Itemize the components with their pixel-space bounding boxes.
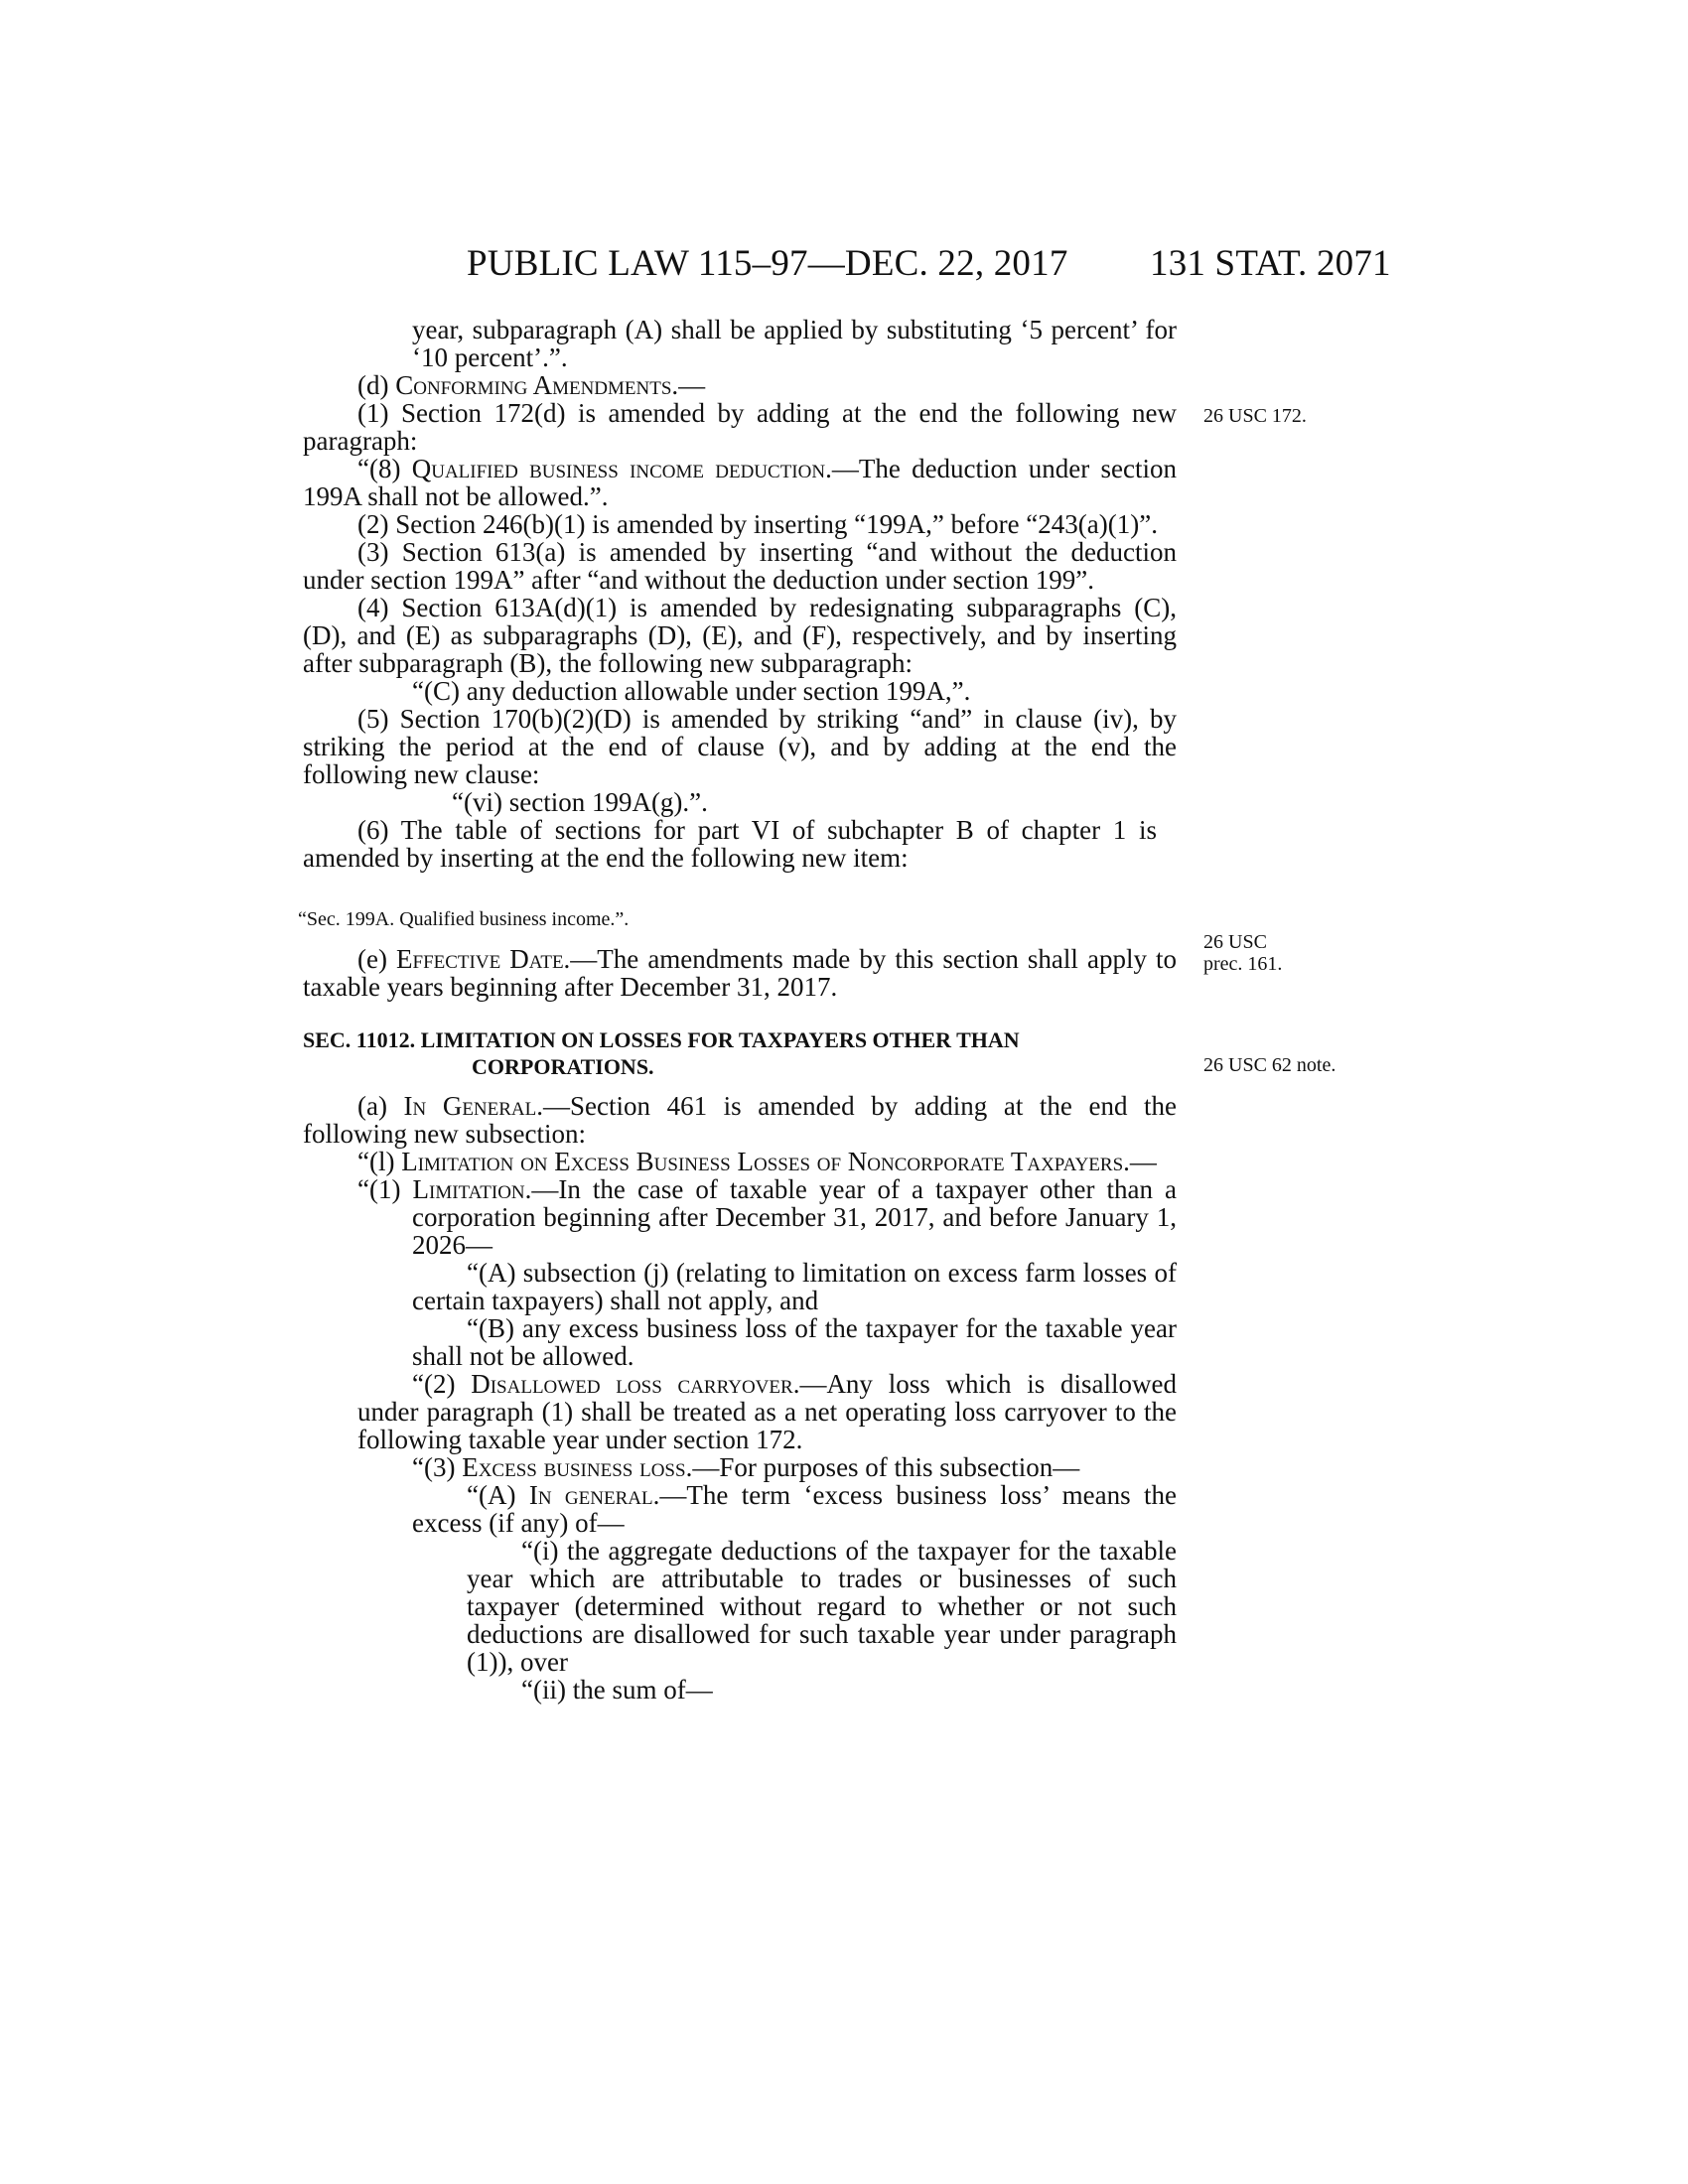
paragraph: (4) Section 613A(d)(1) is amended by redesignating subparagraphs (C), (D), and (E) as subparagraphs (D), (E), and (F), respectively, and by inserting after subparagraph (B), the following new subparagraph: — [303, 593, 1177, 678]
quoted-subparagraph-B: “(B) any excess business loss of the taxpayer for the taxable year shall not be allowed. — [412, 1313, 1177, 1371]
paragraph: (2) Section 246(b)(1) is amended by inserting “199A,” before “243(a)(1)”. — [357, 509, 1158, 539]
quoted-subparagraph: “(C) any deduction allowable under section 199A,”. — [412, 676, 971, 706]
paragraph: year, subparagraph (A) shall be applied by substituting ‘5 percent’ for ‘10 percent’.”. — [412, 315, 1177, 372]
running-header-title: PUBLIC LAW 115–97—DEC. 22, 2017 — [467, 243, 1068, 284]
quoted-paragraph: “(8) Qualified business income deduction.—The deduction under section 199A shall not be allowed.”. — [303, 454, 1178, 511]
quoted-paragraph-3: “(3) Excess business loss.—For purposes of this subsection— — [412, 1452, 1080, 1482]
quoted-subparagraph-A: “(A) subsection (j) (relating to limitation on excess farm losses of certain taxpayers) shall not apply, and — [412, 1258, 1177, 1315]
margin-citation-172: 26 USC 172. — [1203, 405, 1307, 427]
quoted-clause: “(vi) section 199A(g).”. — [452, 787, 708, 817]
paragraph: (3) Section 613(a) is amended by inserting “and without the deduction under section 199A” after “and without the deduction under section 199”. — [303, 537, 1177, 595]
page-stat-number: 131 STAT. 2071 — [1150, 243, 1391, 284]
paragraph: (1) Section 172(d) is amended by adding at the end the following new paragraph: — [303, 398, 1177, 456]
subsection-e: (e) Effective Date.—The amendments made by this section shall apply to taxable years beginning after December 31, 2017. — [303, 944, 1177, 1002]
quoted-subparagraph-3A: “(A) In general.—The term ‘excess business loss’ means the excess (if any) of— — [412, 1480, 1177, 1538]
subsection-d-heading: (d) Conforming Amendments.— — [357, 370, 706, 400]
table-item: “Sec. 199A. Qualified business income.”. — [298, 908, 630, 930]
margin-citation-line: 26 USC — [1203, 931, 1267, 953]
quoted-paragraph-2: “(2) Disallowed loss carryover.—Any loss which is disallowed under paragraph (1) shall be treated as a net operating loss carryover to the following taxable year under section 172. — [357, 1369, 1177, 1454]
quoted-clause-i: “(i) the aggregate deductions of the taxpayer for the taxable year which are attributable to trades or businesses of such taxpayer (determined without regard to whether or not such deductions are disallowed for such taxable year under paragraph (1)), over — [467, 1536, 1177, 1677]
section-heading: SEC. 11012. LIMITATION ON LOSSES FOR TAXPAYERS OTHER THAN CORPORATIONS. — [303, 1027, 1020, 1079]
subsection-a: (a) In General.—Section 461 is amended by adding at the end the following new subsection: — [303, 1091, 1178, 1149]
statute-body — [298, 315, 1178, 1705]
margin-citation-62-note: 26 USC 62 note. — [1203, 1054, 1336, 1076]
quoted-clause-ii: “(ii) the sum of— — [521, 1675, 713, 1705]
paragraph: (6) The table of sections for part VI of subchapter B of chapter 1 is amended by inserting at the end the following new item: — [303, 815, 1157, 873]
margin-citation-line: prec. 161. — [1203, 953, 1283, 975]
quoted-subsection-l: “(l) Limitation on Excess Business Losses of Noncorporate Taxpayers.— — [357, 1147, 1157, 1176]
quoted-paragraph-1: “(1) Limitation.—In the case of taxable year of a taxpayer other than a corporation beginning after December 31, 2017, and before January 1, 2026— — [357, 1174, 1177, 1260]
margin-citation-prec-161 — [1203, 931, 1282, 975]
paragraph: (5) Section 170(b)(2)(D) is amended by striking “and” in clause (iv), by striking the period at the end of clause (v), and by adding at the end the following new clause: — [303, 704, 1177, 789]
